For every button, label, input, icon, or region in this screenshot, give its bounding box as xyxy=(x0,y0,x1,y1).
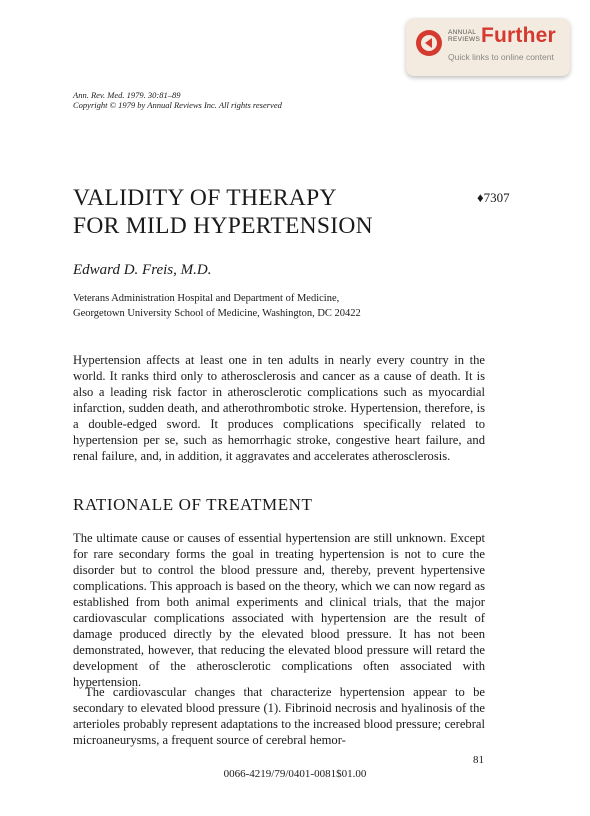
footer-code: 0066-4219/79/0401-0081$01.00 xyxy=(223,768,367,780)
page-number: 81 xyxy=(473,754,484,766)
badge-further-label: Further xyxy=(481,24,556,47)
affiliation-line-2: Georgetown University School of Medicine, Washington, DC 20422 xyxy=(73,308,361,319)
badge-annual-reviews-label: ANNUAL REVIEWS xyxy=(448,29,481,43)
title-line-2: FOR MILD HYPERTENSION xyxy=(73,213,373,239)
article-title xyxy=(73,184,453,240)
article-code: ♦7307 xyxy=(477,190,510,205)
annual-reviews-logo-icon xyxy=(416,30,442,56)
body-paragraph: The ultimate cause or causes of essential hypertension are still unknown. Except for rare secondary forms the goal in treating hypertension is not to cure the disorder but to control the blood pressure and, thereby, prevent hypertensive complications. This approach is based on the theory, which we can now regard as established from both animal experiments and clinical trials, that the major cardiovascular complications associated with hypertension are the result of damage produced directly by the elevated blood pressure. It has not been demonstrated, however, that reducing the elevated blood pressure will retard the development of the atherosclerotic complications often associated with hypertension. xyxy=(73,531,485,689)
author-affiliation xyxy=(73,291,361,321)
further-badge[interactable] xyxy=(406,18,570,76)
author-name: Edward D. Freis, M.D. xyxy=(73,262,212,278)
badge-tagline: Quick links to online content xyxy=(448,52,554,62)
citation-line-1: Ann. Rev. Med. 1979. 30:81–89 xyxy=(73,90,181,100)
journal-citation xyxy=(73,90,282,110)
title-line-1: VALIDITY OF THERAPY xyxy=(73,185,337,211)
citation-line-2: Copyright © 1979 by Annual Reviews Inc. All rights reserved xyxy=(73,100,282,110)
affiliation-line-1: Veterans Administration Hospital and Department of Medicine, xyxy=(73,293,340,304)
body-paragraph: The cardiovascular changes that characterize hypertension appear to be secondary to elevated blood pressure (1). Fibrinoid necrosis and hyalinosis of the arterioles probably represent adaptations to the increased blood pressure; cerebral microaneurysms, a frequent source of cerebral hemor- xyxy=(73,685,485,747)
intro-paragraph: Hypertension affects at least one in ten adults in nearly every country in the world. It ranks third only to atherosclerosis and cancer as a cause of death. It is also a leading risk factor in atherosclerotic complications such as myocardial infarction, sudden death, and atherothrombotic stroke. Hypertension, therefore, is a double-edged sword. It produces complications specifically related to hypertension per se, such as hemorrhagic stroke, congestive heart failure, and renal failure, and, in addition, it aggravates and accelerates atherosclerosis. xyxy=(73,353,485,463)
section-heading: RATIONALE OF TREATMENT xyxy=(73,495,313,514)
